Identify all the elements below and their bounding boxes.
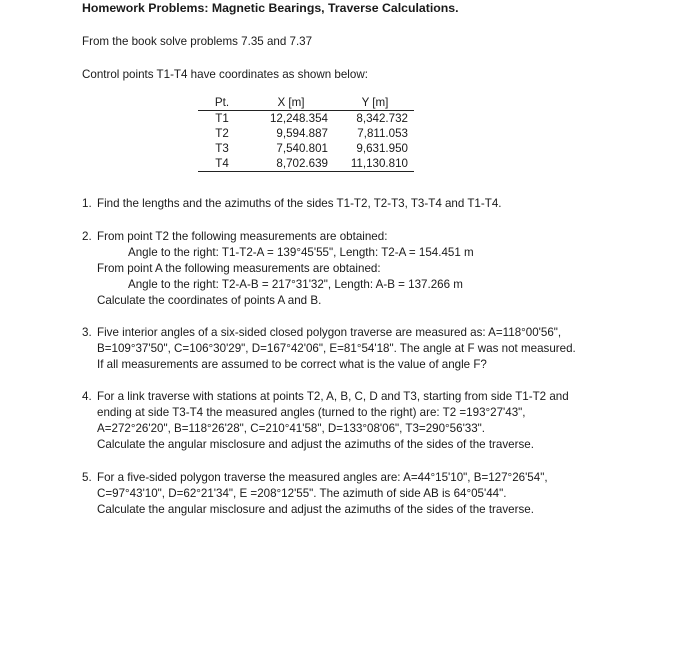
table-row — [198, 156, 414, 172]
problem-text — [97, 229, 627, 309]
x-cell: 9,594.887 — [276, 127, 328, 140]
problem-line: If all measurements are assumed to be correct what is the value of angle F? — [97, 358, 487, 371]
table-header-row — [198, 95, 414, 111]
problem-number: 5. — [82, 471, 92, 484]
problem-line: From point T2 the following measurements are obtained: — [97, 230, 388, 243]
table-row — [198, 111, 414, 127]
y-cell: 11,130.810 — [350, 157, 408, 170]
problem-text — [97, 389, 627, 453]
problem-line: Five interior angles of a six-sided closed polygon traverse are measured as: A=118°00'56", — [97, 326, 562, 339]
problem-number: 4. — [82, 390, 92, 403]
column-header-y: Y [m] — [361, 96, 389, 109]
problem-text — [97, 196, 627, 212]
point-cell: T1 — [215, 112, 229, 125]
intro-text: From the book solve problems 7.35 and 7.37 — [82, 35, 313, 48]
problem-number: 2. — [82, 230, 92, 243]
problem-line: ending at side T3-T4 the measured angles (turned to the right) are: T2 =193°27'43", — [97, 406, 526, 419]
problem-line: Angle to the right: T1-T2-A = 139°45'55", Length: T2-A = 154.451 m — [128, 246, 474, 259]
x-cell: 8,702.639 — [276, 157, 328, 170]
coordinates-table — [198, 95, 414, 172]
problem-line: C=97°43'10", D=62°21'34", E =208°12'55". The azimuth of side AB is 64°05'44". — [97, 487, 507, 500]
problem-line: Angle to the right: T2-A-B = 217°31'32", Length: A-B = 137.266 m — [128, 278, 463, 291]
problem-line: Calculate the angular misclosure and adjust the azimuths of the sides of the traverse. — [97, 503, 534, 516]
problem-line: A=272°26'20", B=118°26'28", C=210°41'58", D=133°08'06", T3=290°56'33". — [97, 422, 486, 435]
column-header-x: X [m] — [277, 96, 305, 109]
y-cell: 7,811.053 — [357, 127, 408, 140]
problem-line: Find the lengths and the azimuths of the sides T1-T2, T2-T3, T3-T4 and T1-T4. — [97, 197, 502, 210]
table-row — [198, 126, 414, 141]
problem-line: For a link traverse with stations at points T2, A, B, C, D and T3, starting from side T1-T2 and — [97, 390, 569, 403]
point-cell: T2 — [215, 127, 229, 140]
control-points-intro: Control points T1-T4 have coordinates as shown below: — [82, 68, 368, 81]
column-header-point: Pt. — [214, 96, 230, 109]
x-cell: 12,248.354 — [269, 112, 328, 125]
problem-number: 1. — [82, 197, 92, 210]
problem-number: 3. — [82, 326, 92, 339]
page-title: Homework Problems: Magnetic Bearings, Traverse Calculations. — [82, 1, 459, 15]
problem-line: Calculate the angular misclosure and adjust the azimuths of the sides of the traverse. — [97, 438, 534, 451]
point-cell: T3 — [215, 142, 229, 155]
problem-line: For a five-sided polygon traverse the measured angles are: A=44°15'10", B=127°26'54", — [97, 471, 548, 484]
y-cell: 9,631.950 — [356, 142, 408, 155]
problem-line: From point A the following measurements are obtained: — [97, 262, 381, 275]
problem-text — [97, 470, 627, 518]
point-cell: T4 — [215, 157, 229, 170]
problem-line: B=109°37'50", C=106°30'29", D=167°42'06", E=81°54'18". The angle at F was not measured. — [97, 342, 576, 355]
problem-text — [97, 325, 627, 373]
x-cell: 7,540.801 — [276, 142, 328, 155]
table-row — [198, 141, 414, 156]
y-cell: 8,342.732 — [356, 112, 408, 125]
problem-line: Calculate the coordinates of points A and B. — [97, 294, 322, 307]
